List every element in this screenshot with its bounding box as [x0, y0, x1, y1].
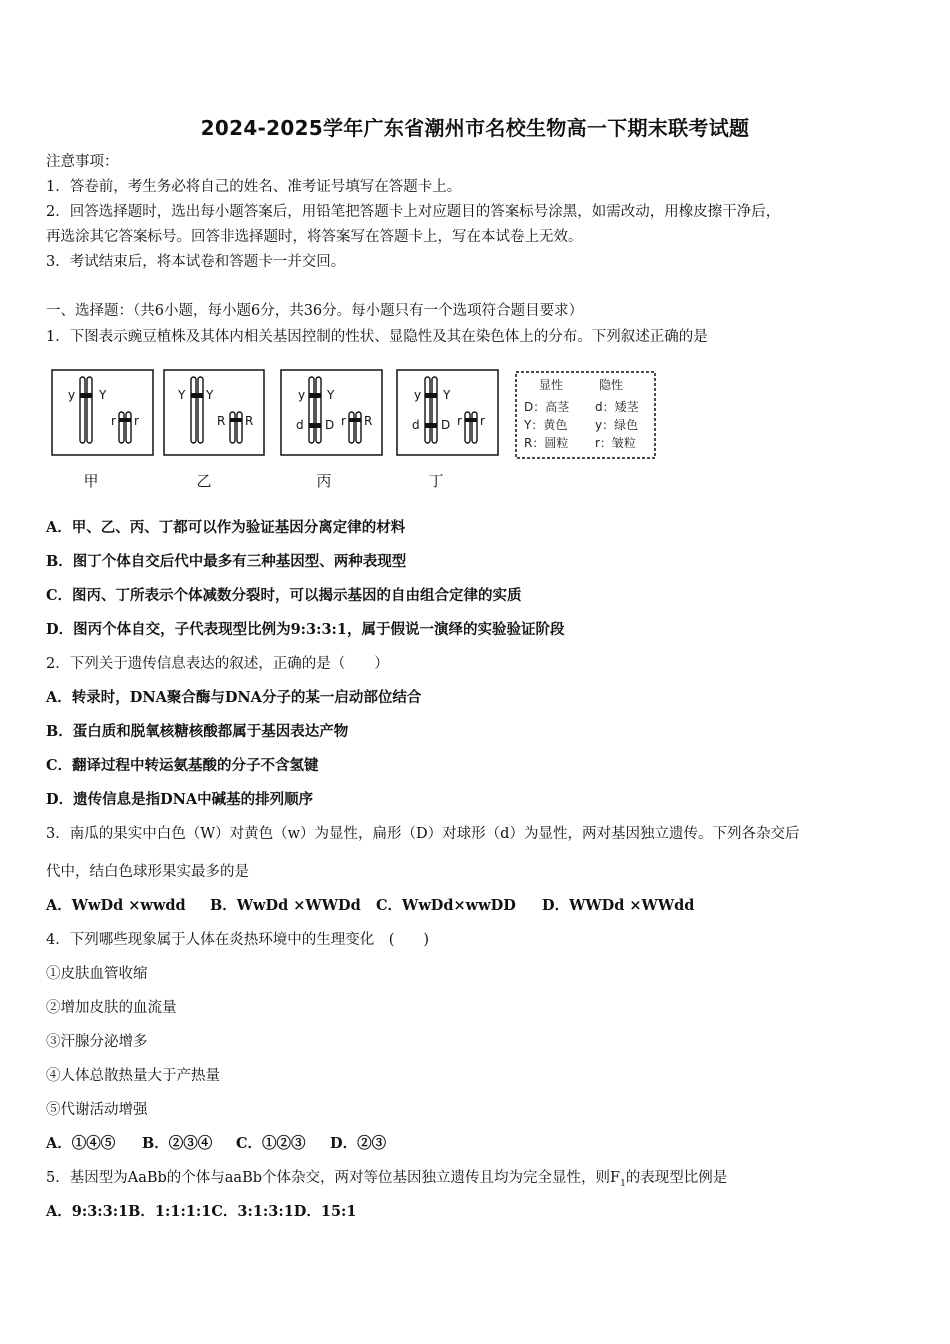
q3-option-d: D．WWDd ×WWdd: [542, 897, 695, 914]
q3-option-b: B．WwDd ×WWDd: [210, 897, 361, 914]
gene-label: r: [341, 414, 346, 428]
q2-stem: 2．下列关于遗传信息表达的叙述，正确的是（ ）: [46, 656, 389, 672]
panel-box: [397, 370, 498, 455]
q1-option-a: A．甲、乙、丙、丁都可以作为验证基因分离定律的材料: [46, 519, 406, 536]
panel-box: [164, 370, 264, 455]
legend-entry: r：皱粒: [595, 436, 636, 450]
page-title: 2024-2025学年广东省潮州市名校生物高一下期末联考试题: [200, 116, 750, 140]
q4-stem: 4．下列哪些现象属于人体在炎热环境中的生理变化 ( ): [46, 932, 430, 948]
notice-item-3: 3．考试结束后，将本试卷和答题卡一并交回。: [46, 254, 346, 270]
gene-label: Y: [206, 388, 214, 402]
gene-label: Y: [178, 388, 186, 402]
legend-header: 显性: [539, 378, 564, 392]
panel-caption: 乙: [196, 472, 212, 490]
q4-option-b: B．②③④: [142, 1135, 213, 1152]
legend-entry: R：圆粒: [524, 436, 569, 450]
gene-label: r: [134, 414, 139, 428]
panel-box: [281, 370, 382, 455]
q5-stem-subscript: 1: [620, 1178, 626, 1189]
gene-label: D: [441, 418, 451, 432]
q5-options: A．9:3:3:1B．1:1:1:1C．3:1:3:1D．15:1: [46, 1203, 357, 1220]
q3-option-a: A．WwDd ×wwdd: [46, 897, 186, 914]
gene-label: r: [111, 414, 116, 428]
gene-label: y: [414, 388, 422, 402]
q5-stem: [46, 1168, 727, 1194]
chromosome-diagram: [46, 362, 666, 497]
q2-option-c: C．翻译过程中转运氨基酸的分子不含氢键: [46, 757, 319, 774]
gene-label: D: [325, 418, 335, 432]
legend-entry: d：矮茎: [595, 400, 639, 414]
q4-item-5: ⑤代谢活动增强: [46, 1102, 148, 1118]
notice-item-1: 1．答卷前，考生务必将自己的姓名、准考证号填写在答题卡上。: [46, 179, 462, 195]
gene-label: Y: [443, 388, 451, 402]
q1-option-b: B．图丁个体自交后代中最多有三种基因型、两种表现型: [46, 553, 407, 570]
panel-box: [52, 370, 153, 455]
q4-item-1: ①皮肤血管收缩: [46, 966, 148, 982]
legend-entry: D：高茎: [524, 400, 570, 414]
q5-stem-part1: 5．基因型为AaBb的个体与aaBb个体杂交，两对等位基因独立遗传且均为完全显性，则F: [46, 1170, 621, 1186]
gene-label: R: [245, 414, 254, 428]
section-heading: 一、选择题：（共6小题，每小题6分，共36分。每小题只有一个选项符合题目要求）: [46, 303, 584, 319]
legend-header: 隐性: [599, 378, 624, 392]
gene-label: Y: [327, 388, 335, 402]
notice-item-2b: 再选涂其它答案标号。回答非选择题时，将答案写在答题卡上，写在本试卷上无效。: [46, 229, 583, 245]
q4-option-c: C．①②③: [236, 1135, 306, 1152]
panel-caption: 丁: [428, 472, 444, 490]
panel-caption: 甲: [83, 472, 99, 490]
q1-stem: 1．下图表示豌豆植株及其体内相关基因控制的性状、显隐性及其在染色体上的分布。下列叙述正确的是: [46, 329, 708, 345]
notice-item-2a: 2．回答选择题时，选出每小题答案后，用铅笔把答题卡上对应题目的答案标号涂黑，如需改动，用橡皮擦干净后，: [46, 204, 781, 220]
chromosome-figure: [46, 362, 666, 497]
legend-entry: Y：黄色: [524, 418, 568, 432]
q3-stem-line1: 3．南瓜的果实中白色（W）对黄色（w）为显性，扁形（D）对球形（d）为显性，两对基因独立遗传。下列各杂交后: [46, 826, 800, 842]
gene-label: r: [480, 414, 485, 428]
gene-label: y: [298, 388, 306, 402]
q4-item-3: ③汗腺分泌增多: [46, 1034, 148, 1050]
q1-option-c: C．图丙、丁所表示个体减数分裂时，可以揭示基因的自由组合定律的实质: [46, 587, 522, 604]
q4-item-4: ④人体总散热量大于产热量: [46, 1068, 220, 1084]
gene-label: d: [296, 418, 304, 432]
notice-heading: 注意事项：: [46, 154, 119, 170]
gene-label: R: [364, 414, 373, 428]
gene-label: Y: [99, 388, 107, 402]
gene-label: y: [68, 388, 76, 402]
q2-option-b: B．蛋白质和脱氧核糖核酸都属于基因表达产物: [46, 723, 349, 740]
gene-label: R: [217, 414, 226, 428]
q2-option-d: D．遗传信息是指DNA中碱基的排列顺序: [46, 791, 314, 808]
q1-option-d: D．图丙个体自交，子代表现型比例为9:3:3:1，属于假说一演绎的实验验证阶段: [46, 621, 565, 638]
q4-item-2: ②增加皮肤的血流量: [46, 1000, 177, 1016]
q4-option-d: D．②③: [330, 1135, 387, 1152]
q2-option-a: A．转录时，DNA聚合酶与DNA分子的某一启动部位结合: [46, 689, 422, 706]
q3-option-c: C．WwDd×wwDD: [376, 897, 516, 914]
q5-stem-part2: 的表现型比例是: [625, 1170, 728, 1186]
panel-caption: 丙: [316, 472, 332, 490]
q3-stem-line2: 代中，结白色球形果实最多的是: [46, 864, 249, 880]
gene-label: d: [412, 418, 420, 432]
gene-label: r: [457, 414, 462, 428]
legend-entry: y：绿色: [595, 418, 639, 432]
q4-option-a: A．①④⑤: [46, 1135, 116, 1152]
